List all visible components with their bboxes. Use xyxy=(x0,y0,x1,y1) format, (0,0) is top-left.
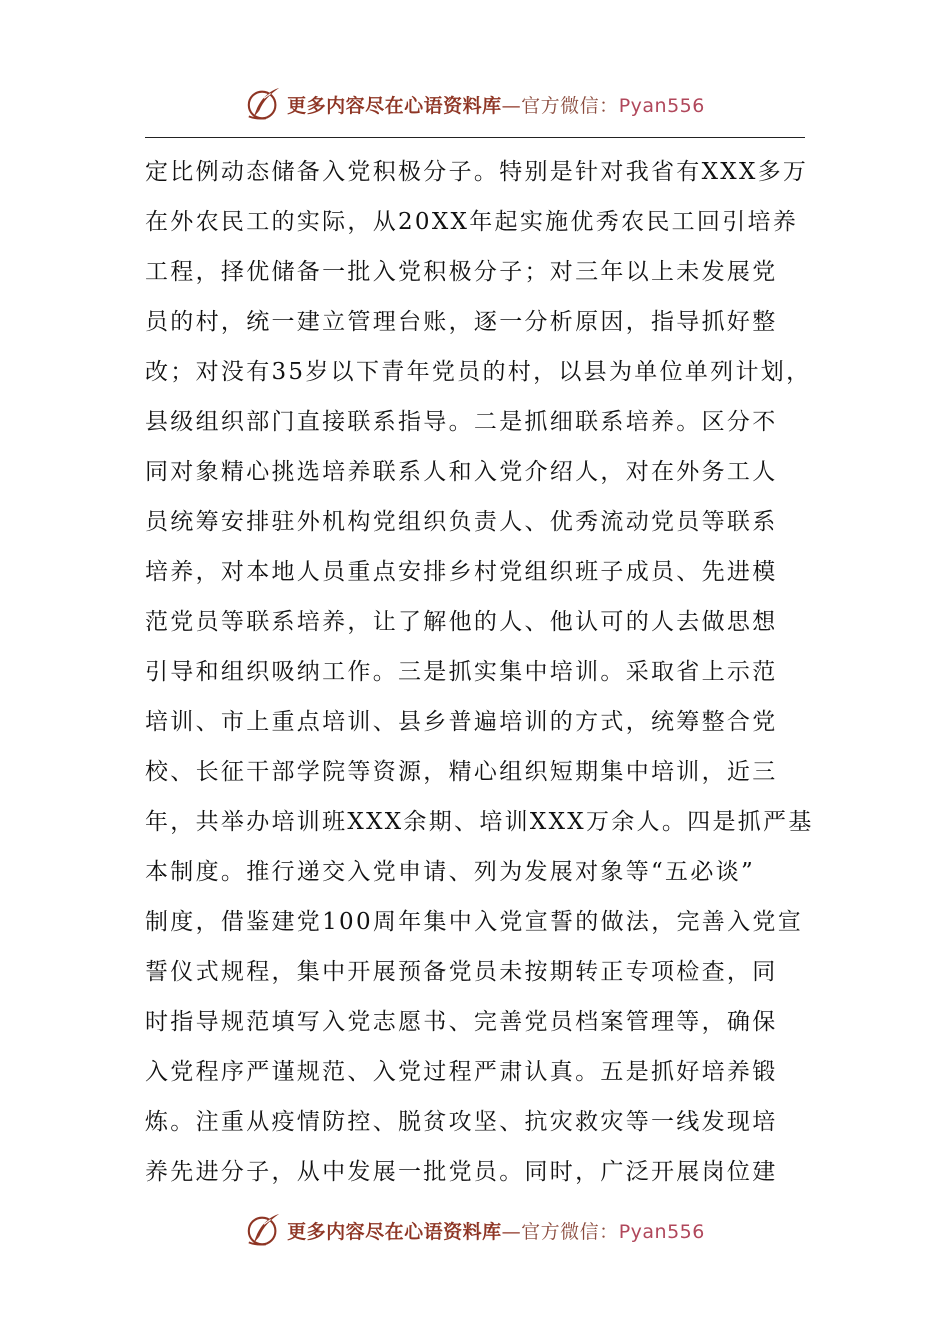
text-line: 誓仪式规程，集中开展预备党员未按期转正专项检查，同 xyxy=(145,959,778,985)
header-divider xyxy=(145,137,805,138)
banner-main-text: 更多内容尽在心语资料库 xyxy=(287,94,502,117)
banner-text xyxy=(287,91,705,118)
text-line: 员的村，统一建立管理台账，逐一分析原因，指导抓好整 xyxy=(145,309,778,335)
quill-pen-logo-icon xyxy=(245,85,283,123)
text-line: 县级组织部门直接联系指导。二是抓细联系培养。区分不 xyxy=(145,409,778,435)
banner-tail-text: 官方微信： xyxy=(521,94,619,117)
text-line: 时指导规范填写入党志愿书、完善党员档案管理等，确保 xyxy=(145,1009,778,1035)
text-line: 在外农民工的实际，从20XX年起实施优秀农民工回引培养 xyxy=(145,209,799,235)
banner-text xyxy=(287,1217,705,1244)
banner-wechat-id: Pyan556 xyxy=(618,1220,705,1243)
text-line: 年，共举办培训班XXX余期、培训XXX万余人。四是抓严基 xyxy=(145,809,814,835)
text-line: 培训、市上重点培训、县乡普遍培训的方式，统筹整合党 xyxy=(145,709,778,735)
banner-separator: — xyxy=(501,94,522,117)
text-line: 改；对没有35岁以下青年党员的村，以县为单位单列计划， xyxy=(145,359,812,385)
text-line: 定比例动态储备入党积极分子。特别是针对我省有XXX多万 xyxy=(145,159,809,185)
text-line: 范党员等联系培养，让了解他的人、他认可的人去做思想 xyxy=(145,609,778,635)
text-line: 入党程序严谨规范、入党过程严肃认真。五是抓好培养锻 xyxy=(145,1059,778,1085)
text-line: 养先进分子，从中发展一批党员。同时，广泛开展岗位建 xyxy=(145,1159,778,1185)
banner-main-text: 更多内容尽在心语资料库 xyxy=(287,1220,502,1243)
text-line: 校、长征干部学院等资源，精心组织短期集中培训，近三 xyxy=(145,759,778,785)
text-line: 培养，对本地人员重点安排乡村党组织班子成员、先进模 xyxy=(145,559,778,585)
text-line: 员统筹安排驻外机构党组织负责人、优秀流动党员等联系 xyxy=(145,509,778,535)
body-text xyxy=(145,147,815,1197)
quill-pen-logo-icon xyxy=(245,1211,283,1249)
banner-tail-text: 官方微信： xyxy=(521,1220,619,1243)
text-line: 炼。注重从疫情防控、脱贫攻坚、抗灾救灾等一线发现培 xyxy=(145,1109,778,1135)
text-line: 工程，择优储备一批入党积极分子；对三年以上未发展党 xyxy=(145,259,778,285)
header-banner xyxy=(0,82,950,126)
banner-separator: — xyxy=(501,1220,522,1243)
text-line: 制度，借鉴建党100周年集中入党宣誓的做法，完善入党宣 xyxy=(145,909,803,935)
footer-banner xyxy=(0,1208,950,1252)
text-line: 引导和组织吸纳工作。三是抓实集中培训。采取省上示范 xyxy=(145,659,778,685)
text-line: 同对象精心挑选培养联系人和入党介绍人，对在外务工人 xyxy=(145,459,778,485)
text-line: 本制度。推行递交入党申请、列为发展对象等“五必谈” xyxy=(145,859,756,885)
banner-wechat-id: Pyan556 xyxy=(618,94,705,117)
